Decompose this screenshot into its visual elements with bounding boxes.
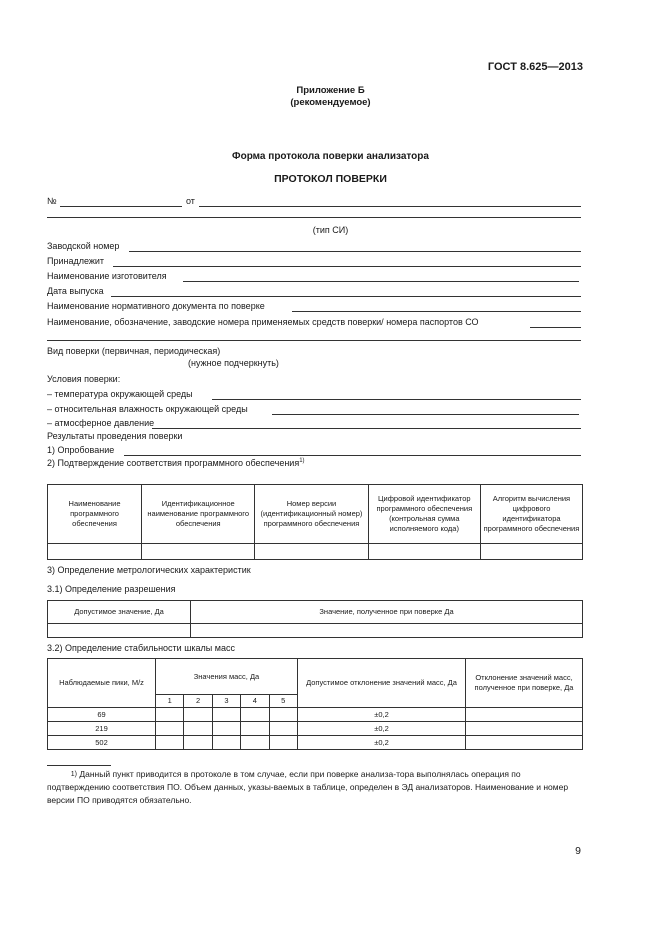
sw-header-digital-id: Цифровой идентификатор программного обеспечения (контрольная сумма исполняемого кода) [368,485,480,544]
serial-label: Заводской номер [47,241,120,251]
type-hint: (тип СИ) [312,225,349,235]
ms-cell[interactable] [466,722,583,736]
footnote [47,768,583,807]
ms-allowed: ±0,2 [298,708,466,722]
ms-cell[interactable] [184,722,212,736]
ms-header-values: Значения масс, Да [156,659,298,695]
ms-cell[interactable] [241,736,269,750]
sw-cell[interactable] [48,544,142,560]
temperature-field[interactable] [212,399,581,400]
ms-col-1: 1 [156,695,184,708]
appendix-title: Приложение Б [296,85,365,96]
pressure-field[interactable] [152,428,581,429]
form-title: Форма протокола поверки анализатора [232,151,429,162]
sw-cell[interactable] [368,544,480,560]
ms-col-2: 2 [184,695,212,708]
stability-label: 3.2) Определение стабильности шкалы масс [47,643,235,653]
normative-doc-field[interactable] [292,311,581,312]
temperature-label: – температура окружающей среды [47,389,193,399]
ms-cell[interactable] [466,708,583,722]
ms-cell[interactable] [156,736,184,750]
manufacturer-field[interactable] [183,281,579,282]
ms-peak: 219 [48,722,156,736]
footnote-ref: 1) [299,458,305,464]
appendix-subtitle: (рекомендуемое) [290,97,371,108]
footnote-divider [47,765,111,766]
footnote-text: Данный пункт приводится в протоколе в том случае, если при поверке анализа-тора выполнялась операция по подтверждению соответствия ПО. Объем данных, указы-ваемых в таблице, определен в ЭД анализаторов. Наименование и номер версии ПО приводятся обязательно. [47,769,569,805]
sw-header-id-name: Идентификационное наименование программного обеспечения [142,485,255,544]
sw-header-algorithm: Алгоритм вычисления цифрового идентификатора программного обеспечения [480,485,582,544]
ms-cell[interactable] [466,736,583,750]
footnote-mark: 1) [70,771,77,778]
number-field[interactable] [60,206,182,207]
date-field[interactable] [199,206,581,207]
ms-cell[interactable] [269,708,298,722]
software-table [47,484,583,560]
results-label: Результаты проведения поверки [47,431,183,441]
ms-cell[interactable] [156,708,184,722]
standard-header: ГОСТ 8.625—2013 [487,61,583,73]
ms-cell[interactable] [269,736,298,750]
ms-cell[interactable] [212,708,240,722]
resolution-table [47,600,583,638]
means-field[interactable] [530,327,581,328]
belongs-label: Принадлежит [47,256,105,266]
ms-cell[interactable] [269,722,298,736]
page-number: 9 [575,845,581,857]
sw-cell[interactable] [480,544,582,560]
ms-peak: 69 [48,708,156,722]
ms-cell[interactable] [212,736,240,750]
release-date-field[interactable] [111,296,581,297]
sw-cell[interactable] [255,544,368,560]
pressure-label: – атмосферное давление [47,418,155,428]
ms-header-peaks: Наблюдаемые пики, M/z [48,659,156,708]
resolution-label: 3.1) Определение разрешения [47,584,176,594]
ms-cell[interactable] [241,722,269,736]
ms-header-allowed: Допустимое отклонение значений масс, Да [298,659,466,708]
number-label: № [47,196,57,206]
from-label: от [186,196,195,206]
mass-stability-table [47,658,583,750]
verif-type-label: Вид поверки (первичная, периодическая) [47,346,221,356]
ms-header-deviation: Отклонение значений масс, полученное при поверке, Да [466,659,583,708]
res-header-allowed: Допустимое значение, Да [48,601,191,624]
sw-header-name: Наименование программного обеспечения [48,485,142,544]
normative-doc-label: Наименование нормативного документа по поверке [47,301,265,311]
res-cell[interactable] [48,624,191,638]
conditions-label: Условия поверки: [47,374,121,384]
ms-col-5: 5 [269,695,298,708]
verif-type-hint: (нужное подчеркнуть) [188,358,279,368]
ms-col-4: 4 [241,695,269,708]
software-check-label [47,458,305,468]
instrument-type-field[interactable] [47,217,581,218]
software-check-text: 2) Подтверждение соответствия программного обеспечения [47,458,300,468]
release-date-label: Дата выпуска [47,286,104,296]
ms-cell[interactable] [184,708,212,722]
res-cell[interactable] [191,624,583,638]
ms-cell[interactable] [212,722,240,736]
ms-allowed: ±0,2 [298,736,466,750]
protocol-title: ПРОТОКОЛ ПОВЕРКИ [274,173,387,185]
metrology-label: 3) Определение метрологических характеристик [47,565,251,575]
ms-allowed: ±0,2 [298,722,466,736]
ms-col-3: 3 [212,695,240,708]
ms-cell[interactable] [184,736,212,750]
sw-header-version: Номер версии (идентификационный номер) программного обеспечения [255,485,368,544]
ms-cell[interactable] [156,722,184,736]
belongs-field[interactable] [113,266,581,267]
ms-cell[interactable] [241,708,269,722]
means-field-continued[interactable] [47,340,581,341]
means-label: Наименование, обозначение, заводские номера применяемых средств поверки/ номера паспортов СО [47,317,479,327]
ms-peak: 502 [48,736,156,750]
testing-label: 1) Опробование [47,445,115,455]
humidity-label: – относительная влажность окружающей среды [47,404,248,414]
res-header-measured: Значение, полученное при поверке Да [191,601,583,624]
humidity-field[interactable] [272,414,579,415]
sw-cell[interactable] [142,544,255,560]
manufacturer-label: Наименование изготовителя [47,271,167,281]
testing-field[interactable] [124,455,581,456]
serial-field[interactable] [129,251,581,252]
